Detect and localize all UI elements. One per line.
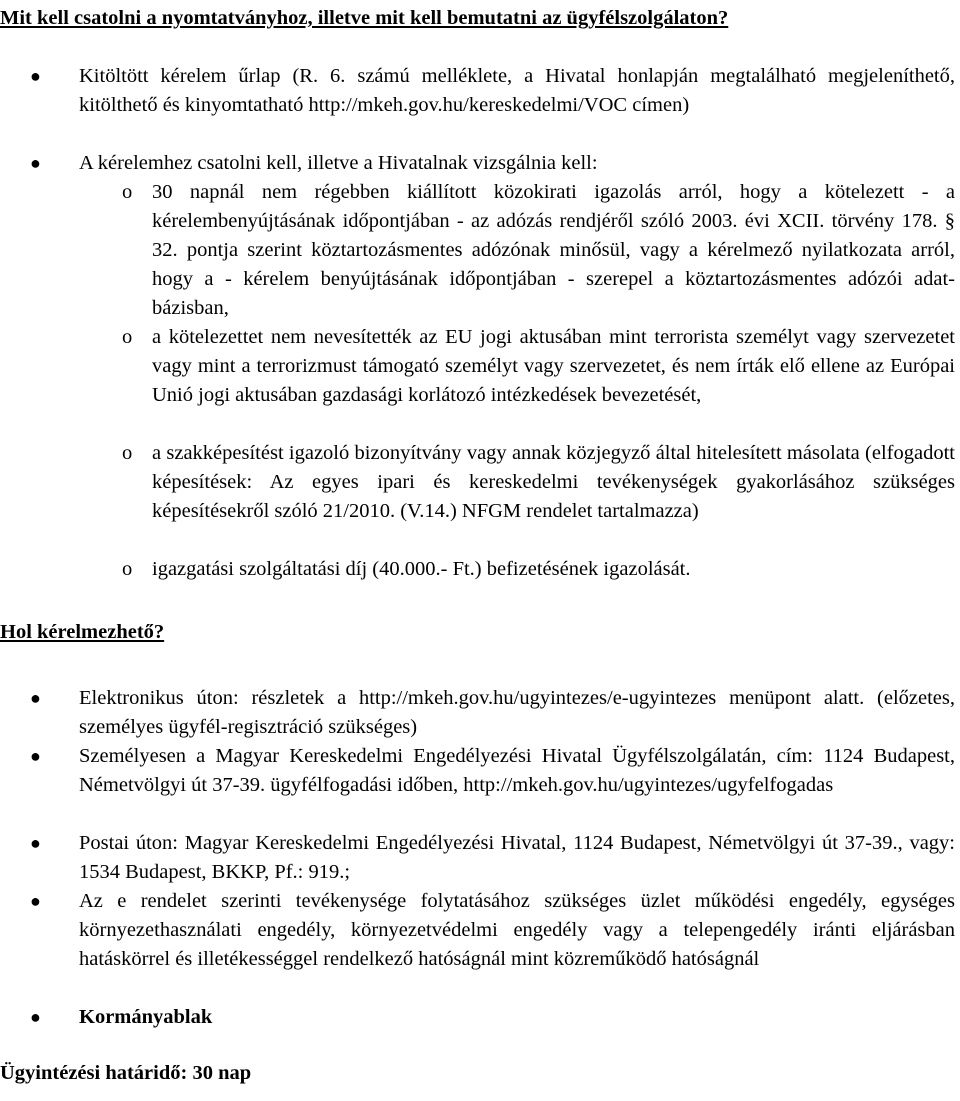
list-item-text: Elektronikus úton: részletek a http://mkeh.gov.hu/ugyintezes/e-ugyintezes menüpont alatt. (előzetes, személyes ügyfél-regisztráció szükséges) [79, 687, 955, 738]
bullet-icon: ● [30, 66, 41, 86]
bullet-icon: ● [30, 688, 41, 708]
sub-item-tax-certificate [122, 178, 955, 323]
list-item-attachments [30, 149, 955, 178]
sub-item-text: igazgatási szolgáltatási díj (40.000.- Ft.) befizetésének igazolását. [152, 558, 691, 580]
sub-item-text: a szakképesítést igazoló bizonyítvány vagy annak közjegyző által hitelesített másolata (elfogadott képesítések: Az egyes ipari és kereskedelmi tevékenységek gyakorlásához szükséges képesítésekről szóló 21/2010. (V.14.) NFGM rendelet tartalmazza) [152, 442, 955, 522]
sub-item-text: a kötelezettet nem nevesítették az EU jogi aktusában mint terrorista személyt vagy szervezetet vagy mint a terrorizmust támogató személyt vagy szervezetet, és nem írták elő ellene az Európai Unió jogi aktusában gazdasági korlátozó intézkedések bevezetését, [152, 326, 955, 406]
sub-item-qualification [122, 439, 955, 526]
bullet-icon: ● [30, 1007, 41, 1027]
sub-bullet-icon: o [122, 326, 133, 348]
bullet-icon: ● [30, 833, 41, 853]
list-item-cooperating-authority [30, 887, 955, 974]
sub-bullet-icon: o [122, 558, 133, 580]
list-item-postal [30, 829, 955, 887]
list-item-form [30, 62, 955, 120]
list-item-electronic [30, 684, 955, 742]
bullet-icon: ● [30, 891, 41, 911]
sub-bullet-icon: o [122, 442, 133, 464]
bullet-icon: ● [30, 746, 41, 766]
list-item-text: Kormányablak [79, 1006, 213, 1028]
sub-item-fee [122, 555, 955, 584]
heading-where-to-apply: Hol kérelmezhető? [0, 621, 165, 643]
sub-bullet-icon: o [122, 181, 133, 203]
sub-item-eu-terrorist [122, 323, 955, 410]
bullet-icon: ● [30, 153, 41, 173]
list-item-kormanyablak [30, 1003, 955, 1032]
processing-deadline: Ügyintézési határidő: 30 nap [0, 1062, 252, 1084]
heading-required-documents: Mit kell csatolni a nyomtatványhoz, illetve mit kell bemutatni az ügyfélszolgálaton? [0, 7, 729, 29]
list-item-text: Postai úton: Magyar Kereskedelmi Engedélyezési Hivatal, 1124 Budapest, Németvölgyi út 37-39., vagy: 1534 Budapest, BKKP, Pf.: 919.; [79, 832, 955, 883]
list-item-in-person [30, 742, 955, 800]
list-item-text: Kitöltött kérelem űrlap (R. 6. számú melléklete, a Hivatal honlapján megtalálható megjeleníthető, kitölthető és kinyomtatható http://mkeh.gov.hu/kereskedelmi/VOC címen) [79, 65, 955, 116]
list-item-text: Az e rendelet szerinti tevékenysége folytatásához szükséges üzlet működési engedély, egységes környezethasználati engedély, környezetvédelmi engedély vagy a telepengedély iránti eljárásban hatáskörrel és illetékességgel rendelkező hatóságnál mint közreműködő hatóságnál [79, 890, 955, 970]
list-item-text: A kérelemhez csatolni kell, illetve a Hivatalnak vizsgálnia kell: [79, 152, 598, 174]
sub-item-text: 30 napnál nem régebben kiállított közokirati igazolás arról, hogy a kötelezett - a kérelembenyújtásának időpontjában - az adózás rendjéről szóló 2003. évi XCII. törvény 178. § 32. pontja szerint köztartozásmentes adózónak minősül, vagy a kérelmező nyilatkozata arról, hogy a - kérelem benyújtásának időpontjában - szerepel a köztartozásmentes adózói adat-bázisban, [152, 181, 955, 319]
list-item-text: Személyesen a Magyar Kereskedelmi Engedélyezési Hivatal Ügyfélszolgálatán, cím: 1124 Budapest, Németvölgyi út 37-39. ügyfélfogadási időben, http://mkeh.gov.hu/ugyintezes/ugyfelfogadas [79, 745, 955, 796]
